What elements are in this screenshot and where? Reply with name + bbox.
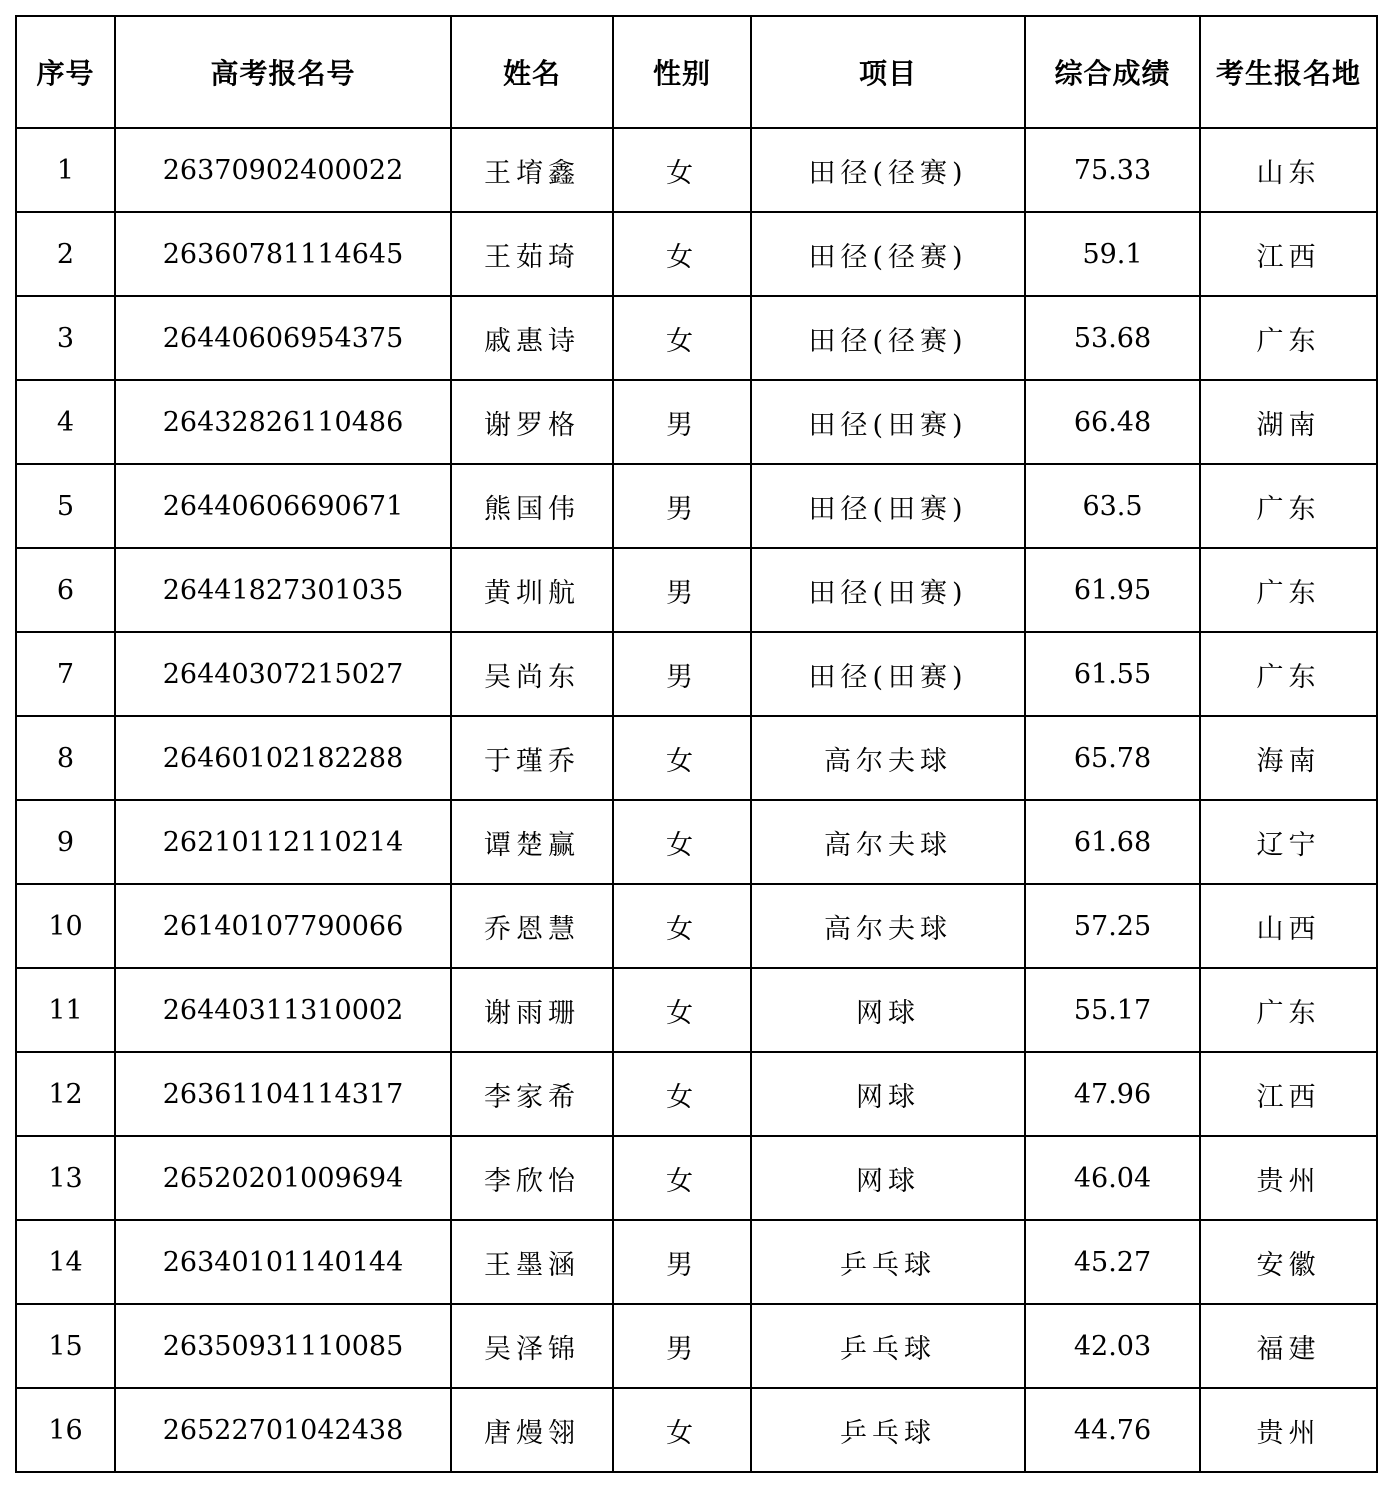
cell-gender: 男	[613, 1304, 751, 1388]
cell-name: 黄圳航	[451, 548, 613, 632]
cell-no: 4	[16, 380, 115, 464]
cell-no: 7	[16, 632, 115, 716]
table-header	[16, 16, 1377, 128]
cell-no: 5	[16, 464, 115, 548]
cell-name: 王堉鑫	[451, 128, 613, 212]
table-row	[16, 1136, 1377, 1220]
cell-no: 3	[16, 296, 115, 380]
table-row	[16, 632, 1377, 716]
cell-event: 田径(田赛)	[751, 380, 1025, 464]
cell-event: 田径(径赛)	[751, 296, 1025, 380]
cell-exam-id: 26440311310002	[115, 968, 451, 1052]
results-table	[15, 15, 1378, 1473]
cell-exam-id: 26370902400022	[115, 128, 451, 212]
cell-gender: 女	[613, 1388, 751, 1472]
cell-exam-id: 26440307215027	[115, 632, 451, 716]
cell-exam-id: 26361104114317	[115, 1052, 451, 1136]
cell-gender: 男	[613, 464, 751, 548]
table-row	[16, 1052, 1377, 1136]
header-gender: 性别	[613, 16, 751, 128]
table-row	[16, 128, 1377, 212]
cell-name: 谭楚赢	[451, 800, 613, 884]
cell-score: 53.68	[1025, 296, 1200, 380]
cell-region: 山西	[1200, 884, 1377, 968]
cell-exam-id: 26440606690671	[115, 464, 451, 548]
cell-score: 61.68	[1025, 800, 1200, 884]
cell-name: 李家希	[451, 1052, 613, 1136]
cell-event: 田径(田赛)	[751, 464, 1025, 548]
cell-gender: 男	[613, 548, 751, 632]
cell-region: 广东	[1200, 968, 1377, 1052]
cell-event: 田径(径赛)	[751, 212, 1025, 296]
header-no: 序号	[16, 16, 115, 128]
cell-region: 福建	[1200, 1304, 1377, 1388]
cell-region: 海南	[1200, 716, 1377, 800]
cell-exam-id: 26520201009694	[115, 1136, 451, 1220]
cell-event: 高尔夫球	[751, 716, 1025, 800]
cell-score: 57.25	[1025, 884, 1200, 968]
cell-exam-id: 26441827301035	[115, 548, 451, 632]
cell-event: 高尔夫球	[751, 884, 1025, 968]
cell-gender: 女	[613, 1136, 751, 1220]
cell-exam-id: 26432826110486	[115, 380, 451, 464]
cell-no: 12	[16, 1052, 115, 1136]
cell-event: 网球	[751, 1136, 1025, 1220]
cell-score: 47.96	[1025, 1052, 1200, 1136]
cell-exam-id: 26140107790066	[115, 884, 451, 968]
cell-name: 王茹琦	[451, 212, 613, 296]
table-row	[16, 1220, 1377, 1304]
table-body	[16, 128, 1377, 1472]
cell-event: 乒乓球	[751, 1220, 1025, 1304]
cell-no: 11	[16, 968, 115, 1052]
cell-event: 田径(径赛)	[751, 128, 1025, 212]
cell-exam-id: 26360781114645	[115, 212, 451, 296]
cell-event: 田径(田赛)	[751, 548, 1025, 632]
cell-region: 广东	[1200, 548, 1377, 632]
cell-no: 13	[16, 1136, 115, 1220]
cell-gender: 男	[613, 1220, 751, 1304]
cell-gender: 女	[613, 716, 751, 800]
cell-score: 45.27	[1025, 1220, 1200, 1304]
cell-no: 15	[16, 1304, 115, 1388]
table-row	[16, 212, 1377, 296]
cell-score: 61.55	[1025, 632, 1200, 716]
cell-name: 谢雨珊	[451, 968, 613, 1052]
table-row	[16, 464, 1377, 548]
cell-gender: 女	[613, 296, 751, 380]
cell-score: 63.5	[1025, 464, 1200, 548]
cell-event: 乒乓球	[751, 1388, 1025, 1472]
cell-region: 江西	[1200, 1052, 1377, 1136]
cell-name: 李欣怡	[451, 1136, 613, 1220]
cell-exam-id: 26340101140144	[115, 1220, 451, 1304]
cell-gender: 男	[613, 380, 751, 464]
cell-score: 75.33	[1025, 128, 1200, 212]
cell-no: 16	[16, 1388, 115, 1472]
table-row	[16, 380, 1377, 464]
cell-score: 65.78	[1025, 716, 1200, 800]
cell-gender: 女	[613, 1052, 751, 1136]
cell-score: 66.48	[1025, 380, 1200, 464]
cell-no: 9	[16, 800, 115, 884]
cell-score: 44.76	[1025, 1388, 1200, 1472]
cell-no: 2	[16, 212, 115, 296]
cell-score: 61.95	[1025, 548, 1200, 632]
cell-exam-id: 26350931110085	[115, 1304, 451, 1388]
header-name: 姓名	[451, 16, 613, 128]
cell-score: 55.17	[1025, 968, 1200, 1052]
table-row	[16, 548, 1377, 632]
cell-score: 59.1	[1025, 212, 1200, 296]
table-row	[16, 800, 1377, 884]
table-row	[16, 296, 1377, 380]
table-row	[16, 716, 1377, 800]
table-row	[16, 968, 1377, 1052]
cell-no: 10	[16, 884, 115, 968]
cell-name: 吴尚东	[451, 632, 613, 716]
cell-region: 广东	[1200, 632, 1377, 716]
cell-gender: 女	[613, 212, 751, 296]
header-score: 综合成绩	[1025, 16, 1200, 128]
cell-region: 辽宁	[1200, 800, 1377, 884]
cell-name: 王墨涵	[451, 1220, 613, 1304]
cell-name: 熊国伟	[451, 464, 613, 548]
cell-score: 46.04	[1025, 1136, 1200, 1220]
cell-gender: 女	[613, 800, 751, 884]
cell-region: 广东	[1200, 464, 1377, 548]
table-row	[16, 1388, 1377, 1472]
table-row	[16, 884, 1377, 968]
cell-event: 高尔夫球	[751, 800, 1025, 884]
cell-name: 于瑾乔	[451, 716, 613, 800]
cell-exam-id: 26522701042438	[115, 1388, 451, 1472]
header-exam-id: 高考报名号	[115, 16, 451, 128]
cell-no: 1	[16, 128, 115, 212]
cell-region: 湖南	[1200, 380, 1377, 464]
header-row	[16, 16, 1377, 128]
header-region: 考生报名地	[1200, 16, 1377, 128]
cell-name: 吴泽锦	[451, 1304, 613, 1388]
cell-no: 8	[16, 716, 115, 800]
cell-region: 安徽	[1200, 1220, 1377, 1304]
cell-event: 网球	[751, 968, 1025, 1052]
cell-region: 山东	[1200, 128, 1377, 212]
cell-exam-id: 26460102182288	[115, 716, 451, 800]
header-event: 项目	[751, 16, 1025, 128]
cell-gender: 女	[613, 128, 751, 212]
cell-region: 江西	[1200, 212, 1377, 296]
cell-name: 乔恩慧	[451, 884, 613, 968]
cell-exam-id: 26210112110214	[115, 800, 451, 884]
cell-event: 乒乓球	[751, 1304, 1025, 1388]
cell-name: 谢罗格	[451, 380, 613, 464]
cell-no: 14	[16, 1220, 115, 1304]
cell-region: 广东	[1200, 296, 1377, 380]
cell-event: 田径(田赛)	[751, 632, 1025, 716]
cell-name: 戚惠诗	[451, 296, 613, 380]
cell-gender: 女	[613, 968, 751, 1052]
cell-gender: 男	[613, 632, 751, 716]
cell-gender: 女	[613, 884, 751, 968]
cell-exam-id: 26440606954375	[115, 296, 451, 380]
cell-no: 6	[16, 548, 115, 632]
cell-name: 唐熳翎	[451, 1388, 613, 1472]
table-row	[16, 1304, 1377, 1388]
cell-event: 网球	[751, 1052, 1025, 1136]
cell-region: 贵州	[1200, 1136, 1377, 1220]
cell-region: 贵州	[1200, 1388, 1377, 1472]
cell-score: 42.03	[1025, 1304, 1200, 1388]
